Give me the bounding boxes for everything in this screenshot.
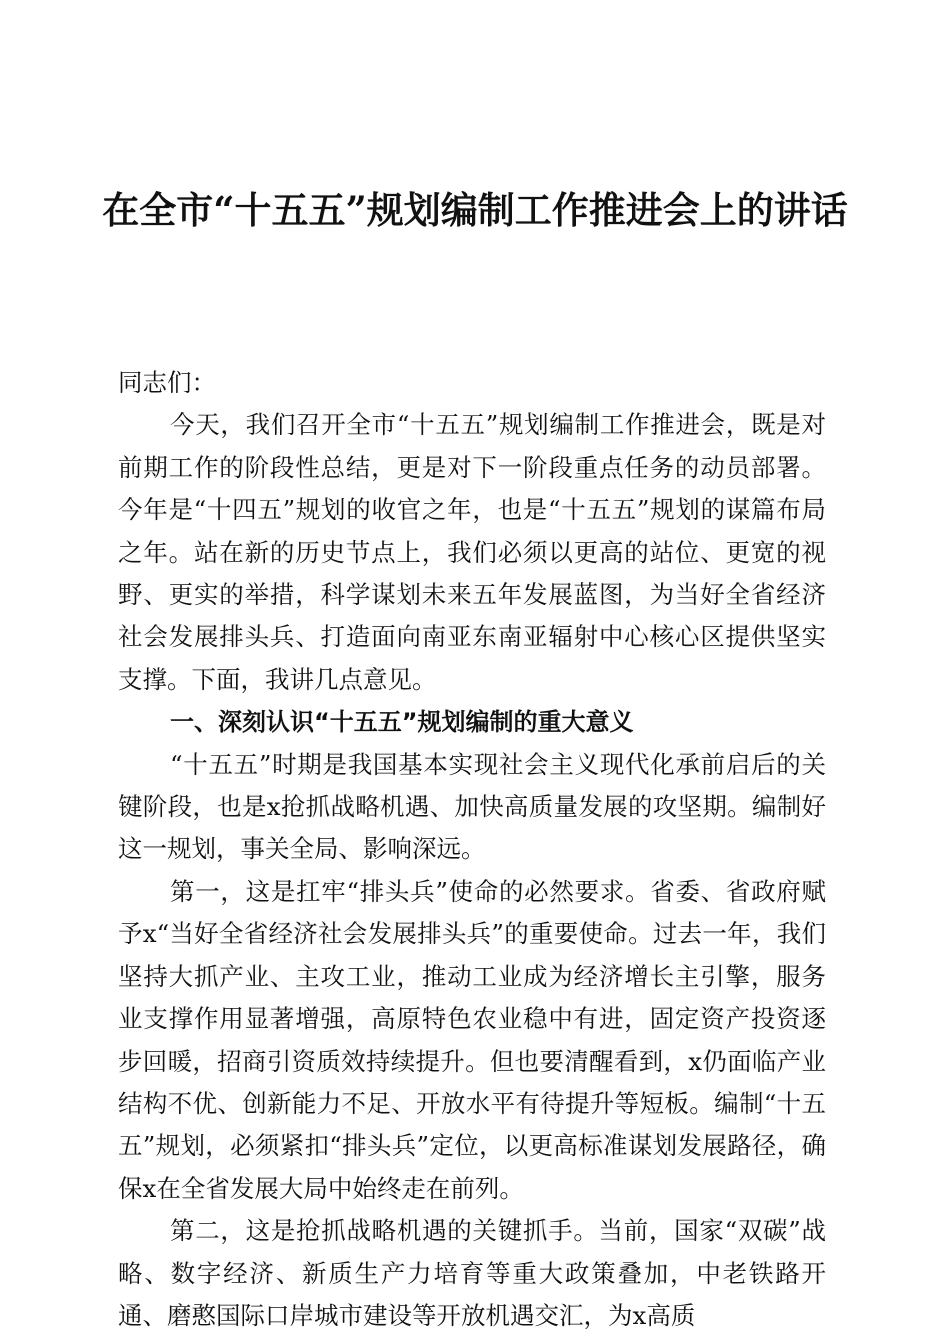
salutation: 同志们： — [118, 368, 216, 397]
point-1-paragraph: 第一，这是扛牢“排头兵”使命的必然要求。省委、省政府赋予x“当好全省经济社会发展排头兵”的重要使命。过去一年，我们坚持大抓产业、主攻工业，推动工业成为经济增长主引擎，服务业支撑作用显著增强，高原特色农业稳中有进，固定资产投资逐步回暖，招商引资质效持续提升。但也要清醒看到，x仍面临产业结构不优、创新能力不足、开放水平有待提升等短板。编制“十五五”规划，必须紧扣“排头兵”定位，以更高标准谋划发展路径，确保x在全省发展大局中始终走在前列。 — [118, 876, 826, 1203]
document-title: 在全市“十五五”规划编制工作推进会上的讲话 — [102, 188, 848, 232]
intro-paragraph: 今天，我们召开全市“十五五”规划编制工作推进会，既是对前期工作的阶段性总结，更是对下一阶段重点任务的动员部署。今年是“十四五”规划的收官之年，也是“十五五”规划的谋篇布局之年。站在新的历史节点上，我们必须以更高的站位、更宽的视野、更实的举措，科学谋划未来五年发展蓝图，为当好全省经济社会发展排头兵、打造面向南亚东南亚辐射中心核心区提供坚实支撑。下面，我讲几点意见。 — [118, 410, 826, 694]
section-heading-1: 一、深刻认识“十五五”规划编制的重大意义 — [170, 708, 634, 737]
point-2-paragraph: 第二，这是抢抓战略机遇的关键抓手。当前，国家“双碳”战略、数字经济、新质生产力培育等重大政策叠加，中老铁路开通、磨憨国际口岸城市建设等开放机遇交汇，为x高质 — [118, 1216, 826, 1330]
document-body — [118, 362, 826, 1337]
section-1-intro-paragraph: “十五五”时期是我国基本实现社会主义现代化承前启后的关键阶段，也是x抢抓战略机遇、加快高质量发展的攻坚期。编制好这一规划，事关全局、影响深远。 — [118, 749, 826, 864]
